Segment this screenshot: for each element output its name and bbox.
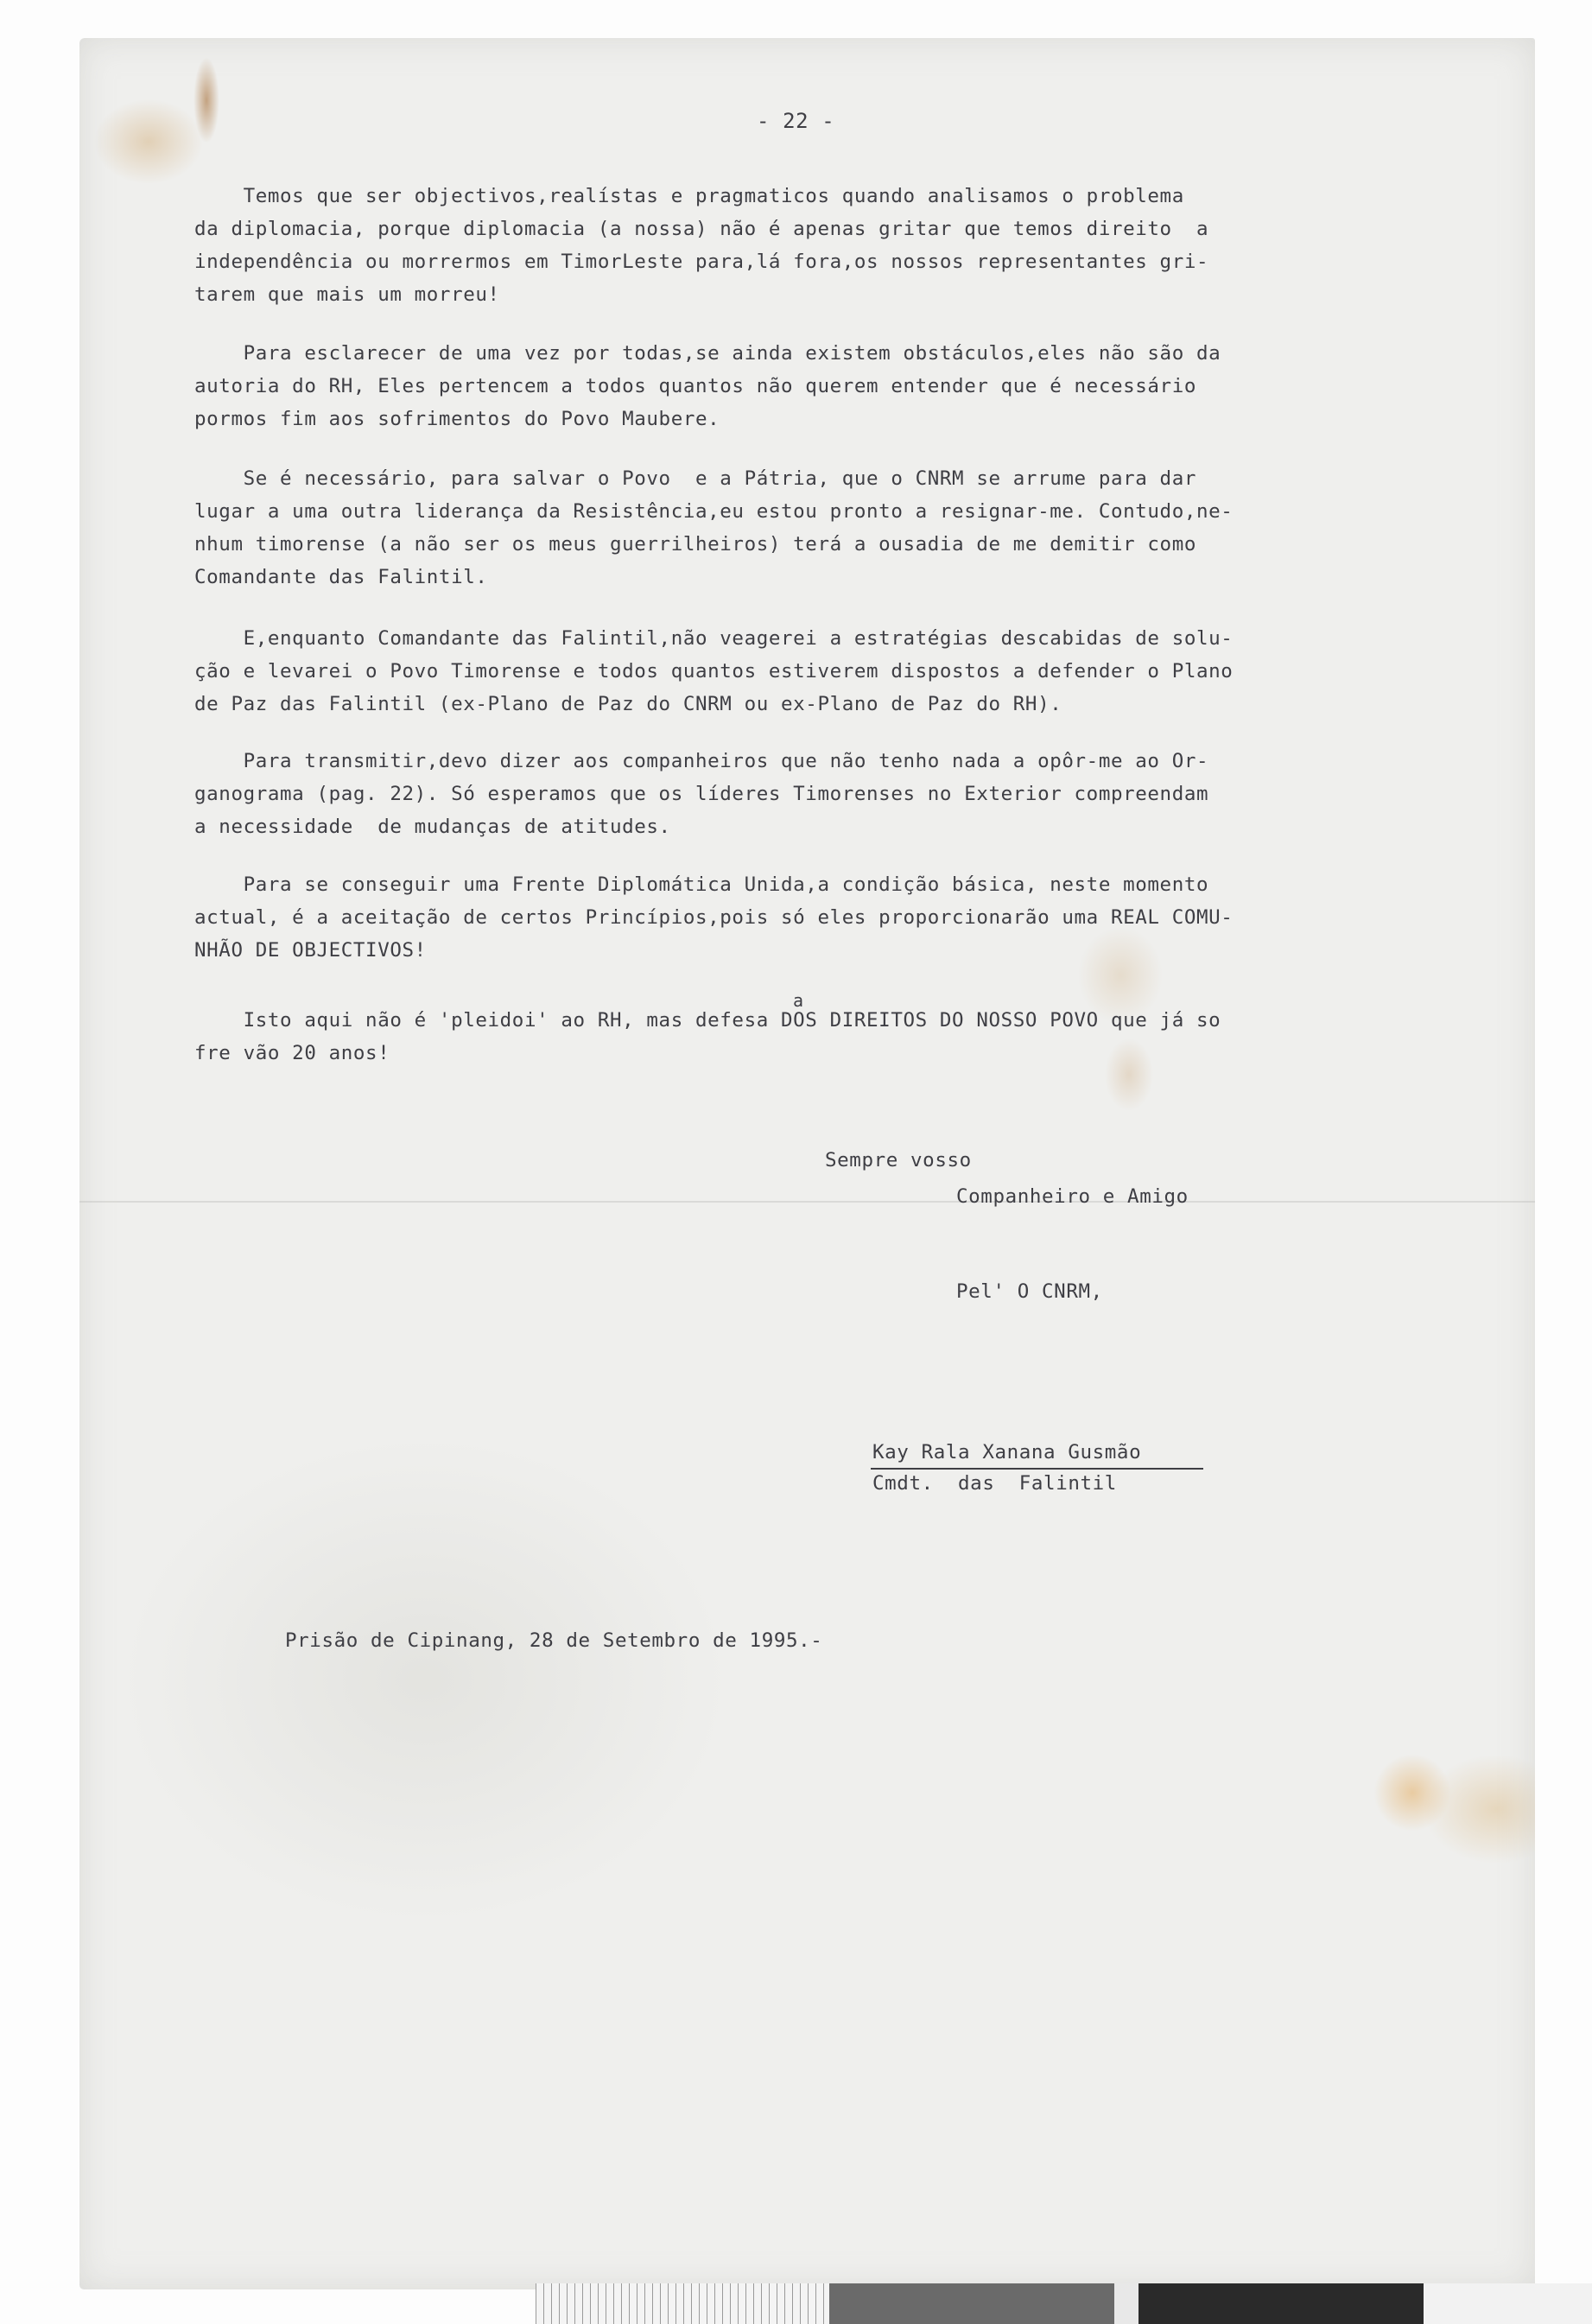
signature-name: Kay Rala Xanana Gusmão xyxy=(872,1441,1142,1464)
paragraph-line: a necessidade de mudanças de atitudes. xyxy=(194,816,671,838)
paragraph-line: Temos que ser objectivos,realístas e pragmaticos quando analisamos o problema xyxy=(194,185,1184,207)
paragraph-line: pormos fim aos sofrimentos do Povo Maubere. xyxy=(194,408,720,430)
rust-stain-top-left xyxy=(193,57,219,143)
paper-fold xyxy=(79,1201,1535,1203)
paragraph-line: tarem que mais um morreu! xyxy=(194,283,500,306)
paragraph-6 xyxy=(194,868,1233,967)
paragraph-1 xyxy=(194,180,1208,311)
paragraph-2 xyxy=(194,337,1221,435)
rust-stain-bottom-right xyxy=(1373,1754,1451,1832)
paragraph-line: autoria do RH, Eles pertencem a todos quantos não querem entender que é necessário xyxy=(194,375,1196,397)
paragraph-line: NHÃO DE OBJECTIVOS! xyxy=(194,939,427,962)
closing-companheiro: Companheiro e Amigo xyxy=(956,1185,1189,1208)
paragraph-line: ganograma (pag. 22). Só esperamos que os líderes Timorenses no Exterior compreendam xyxy=(194,783,1209,805)
paragraph-line: Para esclarecer de uma vez por todas,se ainda existem obstáculos,eles não são da xyxy=(194,342,1221,365)
paragraph-line: Comandante das Falintil. xyxy=(194,566,488,588)
paragraph-4 xyxy=(194,622,1233,721)
paragraph-line: Isto aqui não é 'pleidoi' ao RH, mas defesa DOS DIREITOS DO NOSSO POVO que já so xyxy=(194,1009,1221,1032)
color-scale-ruler xyxy=(536,2283,1592,2324)
paragraph-7 xyxy=(194,1004,1221,1070)
ruler-ticks xyxy=(536,2283,829,2324)
handwritten-correction: a xyxy=(793,990,804,1011)
signature-title: Cmdt. das Falintil xyxy=(872,1472,1117,1495)
paragraph-line: independência ou morrermos em TimorLeste para,lá fora,os nossos representantes gri- xyxy=(194,251,1209,273)
paragraph-line: actual, é a aceitação de certos Princípios,pois só eles proporcionarão uma REAL COMU- xyxy=(194,906,1234,929)
page-number: - 22 - xyxy=(757,109,835,133)
paragraph-line: de Paz das Falintil (ex-Plano de Paz do CNRM ou ex-Plano de Paz do RH). xyxy=(194,693,1062,715)
closing-sempre-vosso: Sempre vosso xyxy=(825,1149,972,1172)
ruler-white-patch xyxy=(1424,2283,1592,2324)
ruler-gray-patch xyxy=(829,2283,1114,2324)
paragraph-line: ção e levarei o Povo Timorense e todos quantos estiverem dispostos a defender o Plano xyxy=(194,660,1234,683)
signature-underline xyxy=(871,1468,1203,1470)
paragraph-5 xyxy=(194,745,1208,843)
closing-pel-cnrm: Pel' O CNRM, xyxy=(956,1280,1103,1303)
ruler-dark-patch xyxy=(1139,2283,1424,2324)
ruler-light-patch xyxy=(1114,2283,1139,2324)
place-date: Prisão de Cipinang, 28 de Setembro de 1995.- xyxy=(285,1629,823,1652)
paragraph-line: lugar a uma outra liderança da Resistência,eu estou pronto a resignar-me. Contudo,ne- xyxy=(194,500,1234,523)
paragraph-3 xyxy=(194,462,1233,594)
paragraph-line: Para se conseguir uma Frente Diplomática Unida,a condição básica, neste momento xyxy=(194,873,1209,896)
paragraph-line: da diplomacia, porque diplomacia (a nossa) não é apenas gritar que temos direito a xyxy=(194,218,1209,240)
paragraph-line: E,enquanto Comandante das Falintil,não veagerei a estratégias descabidas de solu- xyxy=(194,627,1234,650)
paragraph-line: Se é necessário, para salvar o Povo e a Pátria, que o CNRM se arrume para dar xyxy=(194,467,1196,490)
paragraph-line: nhum timorense (a não ser os meus guerrilheiros) terá a ousadia de me demitir como xyxy=(194,533,1196,556)
paragraph-line: Para transmitir,devo dizer aos companheiros que não tenho nada a opôr-me ao Or- xyxy=(194,750,1209,772)
paragraph-line: fre vão 20 anos! xyxy=(194,1042,390,1064)
